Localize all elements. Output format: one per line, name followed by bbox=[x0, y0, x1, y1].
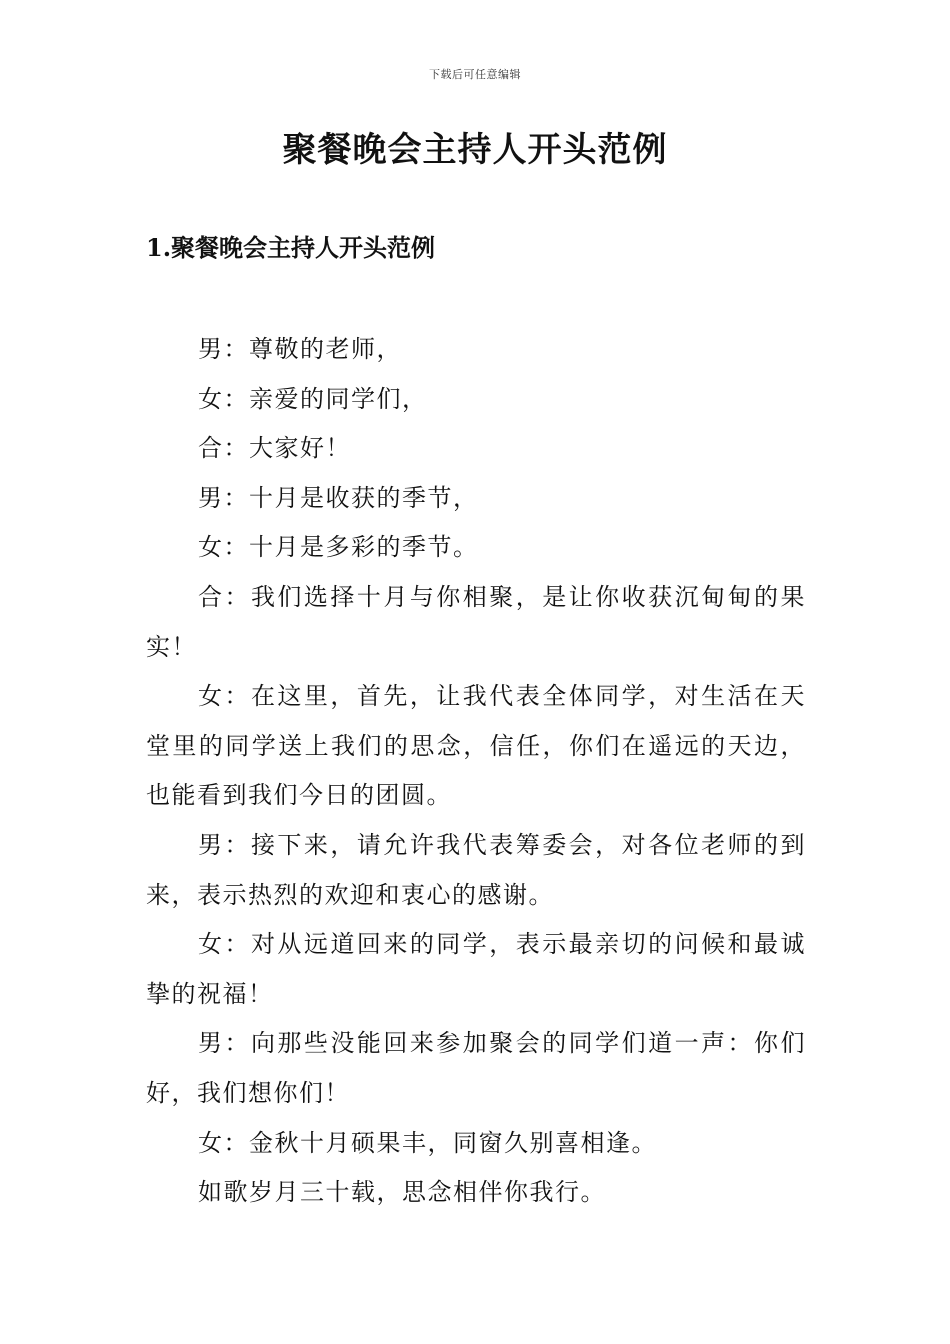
paragraph: 男：十月是收获的季节， bbox=[198, 483, 479, 512]
paragraph: 男：尊敬的老师， bbox=[198, 335, 402, 363]
document-title: 聚餐晚会主持人开头范例 bbox=[282, 130, 668, 170]
paragraph: 男：接下来，请允许我代表筹委会，对各位老师的到来，表示热烈的欢迎和衷心的感谢。 bbox=[146, 830, 806, 909]
paragraph: 女：金秋十月硕果丰，同窗久别喜相逢。 bbox=[198, 1128, 657, 1157]
paragraph: 如歌岁月三十载，思念相伴你我行。 bbox=[198, 1178, 606, 1207]
paragraph: 女：对从远道回来的同学，表示最亲切的问候和最诚挚的祝福！ bbox=[146, 930, 806, 1008]
paragraph: 女：十月是多彩的季节。 bbox=[198, 533, 479, 562]
body-text bbox=[146, 325, 806, 1218]
paragraph: 合：大家好！ bbox=[198, 434, 351, 463]
header-note: 下载后可任意编辑 bbox=[429, 68, 521, 81]
paragraph: 合：我们选择十月与你相聚，是让你收获沉甸甸的果实！ bbox=[146, 582, 806, 661]
paragraph: 女：亲爱的同学们， bbox=[198, 384, 428, 413]
paragraph: 男：向那些没能回来参加聚会的同学们道一声：你们好，我们想你们！ bbox=[146, 1029, 806, 1107]
paragraph: 女：在这里，首先，让我代表全体同学，对生活在天堂里的同学送上我们的思念，信任，你们在遥远的天边，也能看到我们今日的团圆。 bbox=[146, 682, 806, 810]
section-heading: 1.聚餐晚会主持人开头范例 bbox=[146, 233, 436, 262]
